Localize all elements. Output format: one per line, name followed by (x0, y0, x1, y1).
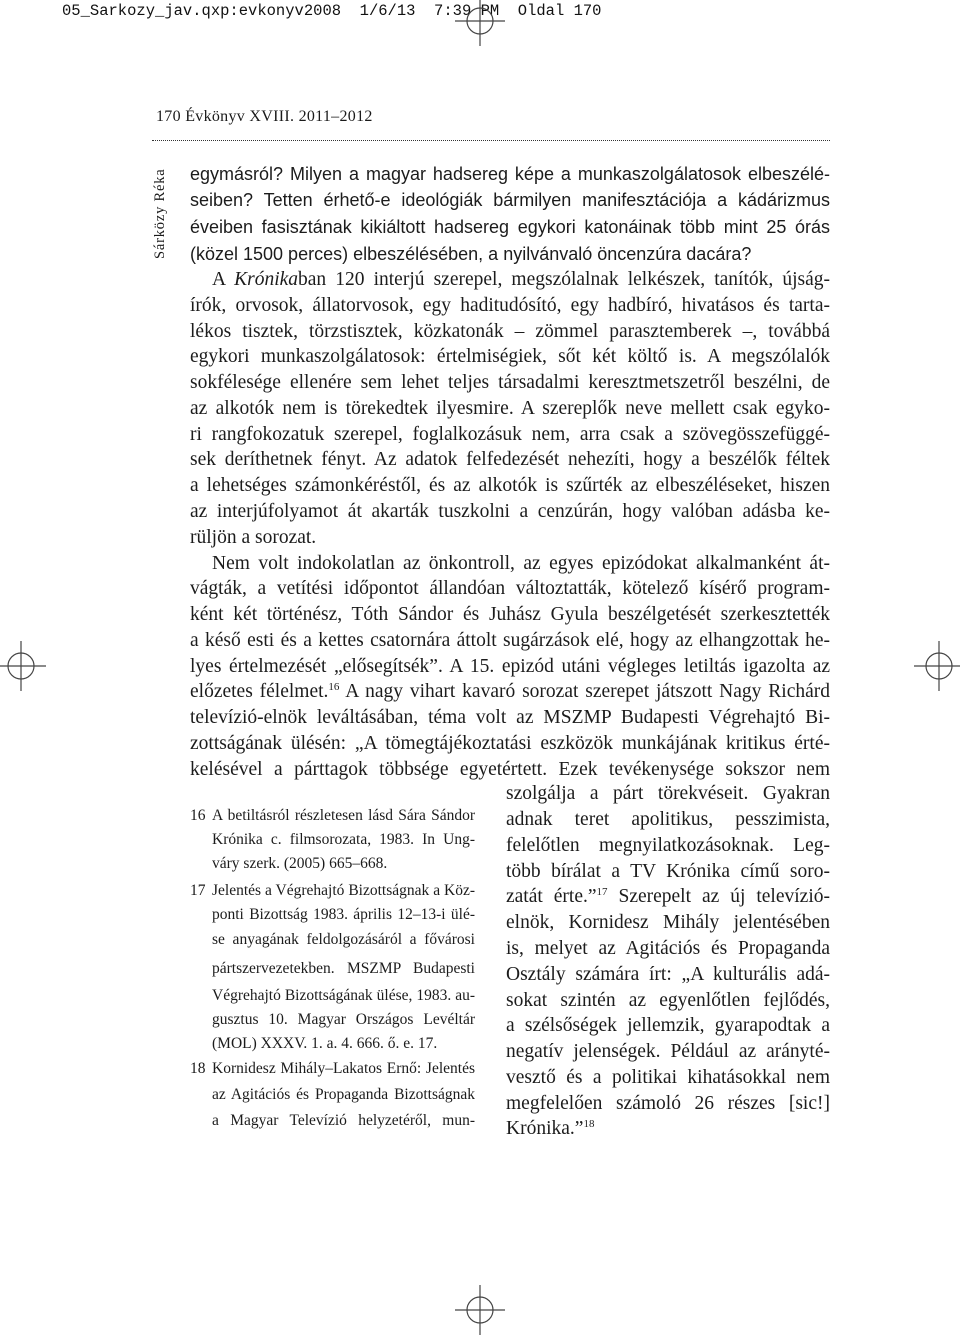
footnote-line: az Agitációs és Propaganda Bizottságnak (212, 1086, 475, 1103)
body-line: Nem volt indokolatlan az önkontroll, az egyes epizódokat alkalmanként át- (212, 553, 830, 574)
body-text: előzetes félelmet. (190, 681, 329, 702)
printer-slug: 05_Sarkozy_jav.qxp:evkonyv2008 1/6/13 7:39 PM Oldal 170 (62, 2, 602, 20)
footnote-ref: 18 (583, 1118, 595, 1130)
body-line: ri rangfokozatuk szerepel, foglalkozásuk nem, arra csak a szövegösszefüggé- (190, 424, 830, 445)
column-line: megfelelően számoló 26 részes [sic!] (506, 1093, 830, 1114)
body-line: az interjúfolyamot át akarták tuszkolni a cenzúrán, hogy valóban adásba ke- (190, 501, 830, 522)
footnote-line: A betiltásról részletesen lásd Sára Sándor (212, 807, 475, 824)
body-text: A nagy vihart kavaró sorozat szerepet játszott Nagy Richárd (339, 681, 830, 702)
column-line: adnak teret apolitikus, pesszimista, (506, 809, 830, 830)
body-text: Krónika.” (506, 1118, 584, 1139)
body-line: (közel 1500 perces) elbeszélésében, a nyilvánvaló öncenzúra dacára? (190, 244, 752, 264)
body-text: zatát érte.” (506, 886, 597, 907)
footnote-line: Krónika c. filmsorozata, 1983. In Ung- (212, 831, 475, 848)
footnote-line: a Magyar Televízió helyzetéről, mun- (212, 1112, 475, 1129)
side-author-block (152, 168, 174, 283)
footnote-line: váry szerk. (2005) 665–668. (212, 855, 388, 872)
column-line (506, 885, 830, 909)
column-line: a szélsőségek jellemzik, gyarapodtak a (506, 1015, 830, 1036)
column-line: is, melyet az Agitációs és Propaganda (506, 938, 830, 959)
footnote-ref: 17 (596, 886, 608, 898)
header-rule (152, 140, 830, 141)
body-line: sokfélesége ellenére sem lehet teljes társadalmi keresztmetszetről beszélni, de (190, 372, 830, 393)
body-line: a késő esti és a kettes csatornára áttolt sugárzások elé, hogy az elhangzottak he- (190, 630, 830, 651)
column-line: vesztő és a politikai kihatásokkal nem (506, 1067, 830, 1088)
registration-mark-left-icon (0, 641, 46, 691)
running-head: 170 Évkönyv XVIII. 2011–2012 (156, 108, 373, 125)
title-italic: Krónika (234, 269, 299, 290)
body-line: sek deríthetnek fényt. Az adatok felfedezését nehezíti, hogy a beszélők féltek (190, 449, 830, 470)
body-text: ban 120 interjú szerepel, megszólalnak lelkészek, tanítók, újság- (298, 269, 830, 290)
registration-mark-bottom-icon (455, 1285, 505, 1335)
body-line: seiben? Tetten érhető-e ideológiák bármilyen manifesztációja a kádárizmus (190, 190, 830, 210)
body-line: az alkotók nem is törekedtek ilyesmire. A szereplők neve mellett csak egyko- (190, 398, 830, 419)
body-line: rüljön a sorozat. (190, 527, 317, 548)
footnote-number: 16 (190, 807, 206, 824)
body-line: írók, orvosok, állatorvosok, egy haditudósító, egy hadbíró, hivatásos és tarta- (190, 295, 830, 316)
body-line: lyes értelmezését „elősegítsék”. A 15. epizód utáni végleges letiltás igazolta az (190, 656, 830, 677)
column-line: sokat szintén az egyenlőtlen fejlődés, (506, 990, 830, 1011)
body-line: éveiben fasisztának kikiáltott hadsereg egykori katonáinak több mint 25 órás (190, 217, 830, 237)
footnote-line: Végrehajtó Bizottságának ülése, 1983. au- (212, 987, 475, 1004)
body-line: kelésével a párttagok többsége egyetértett. Ezek tevékenysége sokszor nem (190, 759, 830, 780)
body-text: A (212, 269, 235, 290)
body-line: egykori munkaszolgálatosok: értelmiségiek, sőt két költő is. A megszólalók (190, 346, 830, 367)
footnote-line: Kornidesz Mihály–Lakatos Ernő: Jelentés (212, 1060, 475, 1077)
column-line (506, 1117, 594, 1141)
footnote-line: se anyagának feldolgozásáról a fővárosi (212, 931, 475, 948)
column-line: negatív jelenségek. Például az arányté- (506, 1041, 830, 1062)
body-line: egymásról? Milyen a magyar hadsereg képe a munkaszolgálatosok elbeszélé- (190, 164, 830, 184)
body-line (190, 680, 830, 704)
column-line: szolgálja a párt törekvéseit. Gyakran (506, 783, 830, 804)
body-line: zottságának ülésén: „A tömegtájékoztatási eszközök munkájának kritikus érté- (190, 733, 830, 754)
column-line: több bírálat a TV Krónika című soro- (506, 861, 830, 882)
body-line: a lehetséges számonkéréstől, és az alkotók is szűrték az elbeszéléseket, hiszen (190, 475, 830, 496)
body-line: lékos tisztek, törzstisztek, közkatonák – zömmel parasztemberek –, továbbá (190, 321, 830, 342)
body-line: ként két történész, Tóth Sándor és Juhász Gyula beszélgetését szerkesztették (190, 604, 830, 625)
body-text: Szerepelt az új televízió- (607, 886, 830, 907)
body-line: vágták, a vetítési időpontot állandóan változtatták, kötelező kísérő program- (190, 578, 830, 599)
side-author: Sárközy Réka (152, 168, 168, 259)
footnote-line: pártszervezetekben. MSZMP Budapesti (212, 960, 475, 977)
registration-mark-top-icon (455, 0, 505, 46)
footnote-line: (MOL) XXXV. 1. a. 4. 666. ő. e. 17. (212, 1035, 438, 1052)
footnote-number: 18 (190, 1060, 206, 1077)
footnote-number: 17 (190, 882, 206, 899)
footnote-line: gusztus 10. Magyar Országos Levéltár (212, 1011, 475, 1028)
column-line: elnök, Kornidesz Mihály jelentésében (506, 912, 830, 933)
column-line: Osztály számára írt: „A kulturális adá- (506, 964, 830, 985)
footnote-ref: 16 (328, 681, 340, 693)
body-line: televízió-elnök leváltásában, téma volt az MSZMP Budapesti Végrehajtó Bi- (190, 707, 830, 728)
registration-mark-right-icon (914, 641, 960, 691)
footnote-line: Jelentés a Végrehajtó Bizottságnak a Köz- (212, 882, 475, 899)
column-line: felelőtlen megnyilatkozásoknak. Leg- (506, 835, 830, 856)
footnote-line: ponti Bizottság 1983. április 12–13-i ülé- (212, 906, 475, 923)
body-line (212, 268, 830, 292)
